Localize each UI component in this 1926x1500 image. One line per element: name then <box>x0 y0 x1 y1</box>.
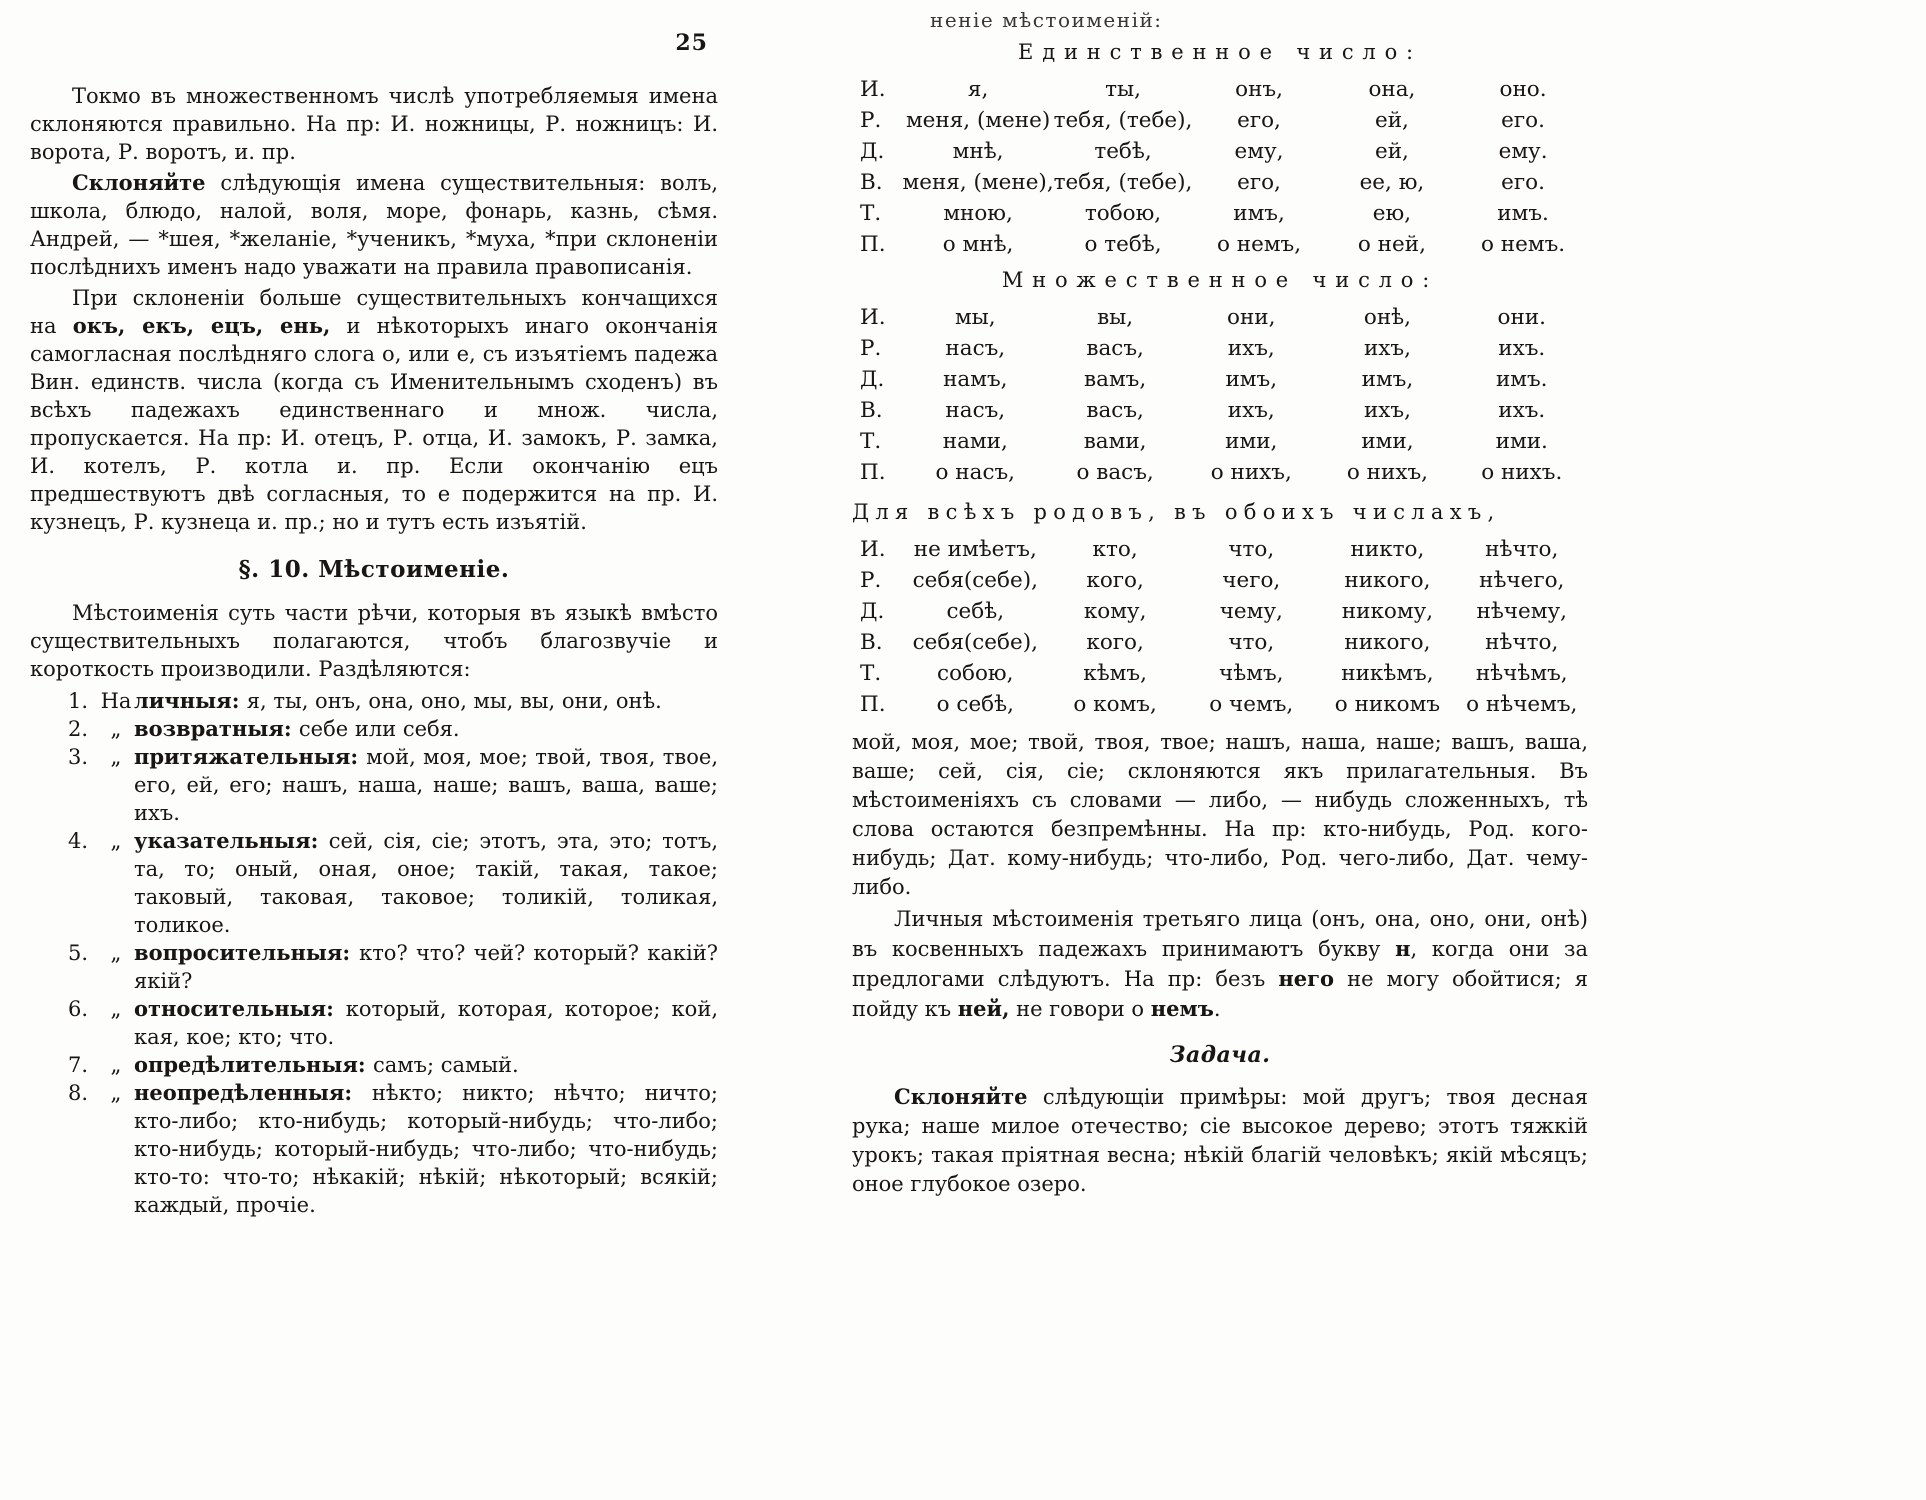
table-cell: тобою, <box>1084 201 1162 226</box>
table-cell: ихъ, <box>1363 398 1411 423</box>
list-term: возвратныя: <box>134 716 299 741</box>
list-number: 4. <box>67 829 88 853</box>
text-run: . <box>1213 997 1221 1021</box>
list-term: притяжательныя: <box>134 744 367 769</box>
list-item <box>30 743 718 827</box>
text-run: немъ <box>1150 996 1214 1021</box>
case-label: И. <box>860 305 886 330</box>
table-cell: насъ, <box>945 398 1006 423</box>
table-cell: мнѣ, <box>952 139 1004 164</box>
ditto-mark: „ <box>110 1081 122 1105</box>
table-cell: о нихъ. <box>1481 460 1563 485</box>
table-cell: намъ, <box>943 367 1008 392</box>
table-cell: нѣчто, <box>1485 630 1559 655</box>
ditto-mark: „ <box>110 829 122 853</box>
table-cell: о никомъ <box>1334 692 1441 717</box>
left-page <box>30 24 718 1219</box>
text-run: , когда они за предлогами слѣдуютъ. На пр: безъ <box>852 937 1588 991</box>
page-number: 25 <box>675 30 708 56</box>
table-row <box>852 627 1588 658</box>
case-label: В. <box>860 630 883 655</box>
table-cell: его, <box>1237 170 1281 195</box>
table-cell: нѣчего, <box>1479 568 1565 593</box>
text-run: окъ, екъ, ецъ, ень, <box>72 313 331 338</box>
paragraph-third-person-note <box>852 905 1588 1024</box>
paragraph-possessive-note <box>852 728 1588 902</box>
table-cell: о тебѣ, <box>1084 232 1162 257</box>
list-item <box>30 939 718 995</box>
table-cell: ихъ. <box>1498 398 1546 423</box>
table-row <box>852 395 1588 426</box>
table-cell: чѣмъ, <box>1219 661 1284 686</box>
table-cell: кого, <box>1086 630 1144 655</box>
table-cell: онъ, <box>1235 77 1283 102</box>
table-cell: нами, <box>942 429 1008 454</box>
case-label: Р. <box>860 568 882 593</box>
table-row <box>852 426 1588 457</box>
table-row <box>852 105 1588 136</box>
table-cell: о насъ, <box>935 460 1016 485</box>
ditto-mark: На <box>100 689 132 713</box>
list-text: притяжательныя: мой, моя, мое; твой, твоя, твое, его, ей, его; нашъ, наша, наше; вашъ, ваша, ваше; ихъ. <box>134 744 718 825</box>
table-row <box>852 565 1588 596</box>
table-cell: нѣчѣмъ, <box>1475 661 1568 686</box>
all-genders-table-title: Для всѣхъ родовъ, въ обоихъ числахъ, <box>852 500 1501 524</box>
table-cell: насъ, <box>945 336 1006 361</box>
text-run: Токмо въ множественномъ числѣ употребляемыя имена склоняются правильно. На пр: И. ножницы, Р. ножницъ: И. ворота, Р. воротъ, и. пр. <box>30 84 718 164</box>
table-cell: его. <box>1501 108 1545 133</box>
list-number: 1. <box>67 689 88 713</box>
table-cell: вами, <box>1083 429 1147 454</box>
plural-declension-table <box>852 302 1588 488</box>
text-run: не могу обойтися; я пойду къ <box>852 967 1588 1021</box>
case-label: Д. <box>860 139 885 164</box>
ditto-mark: „ <box>110 1053 122 1077</box>
ditto-mark: „ <box>110 717 122 741</box>
table-cell: нѣчему, <box>1476 599 1567 624</box>
list-text: неопредѣленныя: нѣкто; никто; нѣчто; ничто; кто-либо; кто-нибудь; который-нибудь; что-либо; кто-нибудь; который-нибудь; что-либо; что-нибудь; кто-то: что-то; нѣкакій; нѣкій; нѣкоторый; всякій; каждый, прочіе. <box>134 1080 718 1217</box>
list-text: возвратныя: себе или себя. <box>134 716 460 741</box>
table-cell: о ней, <box>1357 232 1426 257</box>
table-cell: имъ, <box>1233 201 1285 226</box>
table-cell: оно. <box>1499 77 1547 102</box>
table-cell: имъ, <box>1225 367 1278 392</box>
table-cell: она, <box>1368 77 1416 102</box>
table-cell: ей, <box>1374 108 1409 133</box>
text-run: не говори о <box>1009 997 1151 1021</box>
table-cell: о немъ. <box>1481 232 1566 257</box>
table-cell: имъ, <box>1361 367 1414 392</box>
table-cell: о чемъ, <box>1209 692 1294 717</box>
table-cell: не имѣетъ, <box>913 537 1037 562</box>
table-row <box>852 74 1588 105</box>
paragraph-task <box>852 1082 1588 1199</box>
list-number: 2. <box>67 717 88 741</box>
table-row <box>852 198 1588 229</box>
table-cell: о немъ, <box>1216 232 1302 257</box>
right-page <box>852 8 1588 1202</box>
text-run: ней, <box>957 996 1010 1021</box>
case-label: П. <box>860 692 886 717</box>
table-cell: ими, <box>1225 429 1278 454</box>
case-label: Р. <box>860 108 882 133</box>
table-cell: кѣмъ, <box>1083 661 1147 686</box>
table-cell: себя(себе), <box>912 568 1038 593</box>
table-cell: ихъ. <box>1498 336 1546 361</box>
table-row <box>852 689 1588 720</box>
table-row <box>852 229 1588 260</box>
list-number: 7. <box>67 1053 88 1077</box>
list-item <box>30 687 718 715</box>
table-cell: имъ. <box>1497 201 1549 226</box>
table-cell: ихъ, <box>1363 336 1411 361</box>
table-cell: имъ. <box>1495 367 1548 392</box>
table-cell: ты, <box>1105 77 1141 102</box>
case-label: Р. <box>860 336 882 361</box>
table-cell: о комъ, <box>1073 692 1157 717</box>
case-label: Т. <box>860 429 882 454</box>
table-row <box>852 136 1588 167</box>
table-cell: я, <box>967 77 989 102</box>
paragraph-pronoun-intro <box>30 599 718 683</box>
list-term: указательныя: <box>134 828 329 853</box>
table-cell: никѣмъ, <box>1341 661 1434 686</box>
table-row <box>852 167 1588 198</box>
table-cell: вы, <box>1097 305 1134 330</box>
table-cell: онѣ, <box>1363 305 1411 330</box>
table-cell: васъ, <box>1086 398 1144 423</box>
case-label: И. <box>860 537 886 562</box>
case-label: И. <box>860 77 886 102</box>
text-run: слѣдующія имена существительныя: волъ, школа, блюдо, налой, воля, море, фонарь, казнь, сѣмя. Андрей, — *шея, *желаніе, *ученикъ, *муха, *при склоненіи послѣднихъ именъ надо уважати на правила правописанія. <box>30 171 718 279</box>
list-text: указательныя: сей, сія, сіе; этотъ, эта, это; тотъ, та, то; оный, оная, оное; такій, такая, такое; таковый, таковая, таковое; толикій, толикая, толикое. <box>134 828 719 937</box>
table-cell: васъ, <box>1086 336 1144 361</box>
table-cell: они, <box>1227 305 1276 330</box>
table-cell: никто, <box>1350 537 1425 562</box>
text-run: и нѣкоторыхъ инаго окончанія самогласная послѣдняго слога о, или е, съ изъятіемъ падежа Вин. единств. числа (когда съ Именительнымъ сходенъ) въ всѣхъ падежахъ единственнаго и множ. числа, пропускается. На пр: И. отецъ, Р. отца, И. замокъ, Р. замка, И. котелъ, Р. котла и. пр. Если окончанію ецъ предшествуютъ двѣ согласныя, то е подержится на пр. И. кузнецъ, Р. кузнеца и. пр.; но и тутъ есть изъятій. <box>30 314 718 534</box>
case-label: Д. <box>860 599 885 624</box>
singular-declension-table <box>852 74 1588 260</box>
paragraph-plural-declension <box>30 82 718 166</box>
list-term: неопредѣленныя: <box>134 1080 372 1105</box>
table-cell: о себѣ, <box>936 692 1014 717</box>
table-cell: меня, (мене), <box>902 170 1054 195</box>
list-term: опредѣлительныя: <box>134 1052 373 1077</box>
table-cell: кто, <box>1092 537 1138 562</box>
table-row <box>852 658 1588 689</box>
list-item <box>30 827 718 939</box>
table-row <box>852 534 1588 565</box>
table-cell: о мнѣ, <box>942 232 1014 257</box>
table-cell: мы, <box>954 305 996 330</box>
singular-table-title: Единственное число: <box>1018 40 1422 64</box>
list-term: личныя: <box>134 688 247 713</box>
table-cell: о нихъ, <box>1210 460 1292 485</box>
table-row <box>852 457 1588 488</box>
table-cell: ей, <box>1374 139 1409 164</box>
text-run: Мѣстоименія суть части рѣчи, которыя въ языкѣ вмѣсто существительныхъ полагаются, чтобъ благозвучіе и короткость производили. Раздѣляются: <box>30 601 718 681</box>
text-run: слѣдующіи примѣры: мой другъ; твоя десная рука; наше милое отечество; сіе высокое дерево; этотъ тяжкій урокъ; такая пріятная весна; нѣкій благій человѣкъ; якій мѣсяцъ; оное глубокое озеро. <box>852 1085 1588 1196</box>
list-number: 5. <box>67 941 88 965</box>
list-term: вопросительныя: <box>134 940 360 965</box>
ditto-mark: „ <box>110 941 122 965</box>
text-run: мой, моя, мое; твой, твоя, твое; нашъ, наша, наше; вашъ, ваша, ваше; сей, сія, сіе; склоняются якъ прилагательныя. Въ мѣстоименіяхъ съ словами — либо, — нибудь сложенныхъ, тѣ слова остаются безпремѣнны. На пр: кто-нибудь, Род. кого-нибудь; Дат. кому-нибудь; что-либо, Род. чего-либо, Дат. чему-либо. <box>852 730 1588 899</box>
paragraph-exercise-nouns <box>30 169 718 281</box>
table-cell: чего, <box>1222 568 1281 593</box>
case-label: Т. <box>860 201 882 226</box>
table-cell: тебя, (тебе), <box>1053 170 1193 195</box>
text-run: Склоняйте <box>894 1084 1028 1109</box>
table-cell: себѣ, <box>946 599 1005 624</box>
table-cell: никого, <box>1344 568 1431 593</box>
case-label: В. <box>860 170 883 195</box>
case-label: П. <box>860 232 886 257</box>
list-item <box>30 1079 718 1219</box>
list-text: вопросительныя: кто? что? чей? который? какій? якій? <box>134 940 718 993</box>
table-cell: собою, <box>937 661 1014 686</box>
list-number: 8. <box>67 1081 88 1105</box>
table-cell: кого, <box>1086 568 1144 593</box>
all-genders-declension-table <box>852 534 1588 720</box>
table-cell: что, <box>1228 537 1275 562</box>
list-item <box>30 715 718 743</box>
list-text: личныя: я, ты, онъ, она, оно, мы, вы, они, онѣ. <box>134 688 662 713</box>
list-number: 6. <box>67 997 88 1021</box>
table-cell: ее, ю, <box>1359 170 1425 195</box>
left-page-content <box>30 24 718 1219</box>
list-text: опредѣлительныя: самъ; самый. <box>134 1052 519 1077</box>
pronoun-type-list <box>30 687 718 1219</box>
table-cell: ими, <box>1361 429 1414 454</box>
table-cell: нѣчто, <box>1485 537 1559 562</box>
table-cell: ими. <box>1495 429 1548 454</box>
table-cell: о васъ, <box>1076 460 1154 485</box>
table-row <box>852 364 1588 395</box>
table-cell: никого, <box>1344 630 1431 655</box>
table-row <box>852 333 1588 364</box>
ditto-mark: „ <box>110 997 122 1021</box>
table-row <box>852 302 1588 333</box>
table-cell: ихъ, <box>1227 398 1275 423</box>
task-heading: Задача. <box>1169 1042 1271 1068</box>
list-term: относительныя: <box>134 996 346 1021</box>
paragraph-vowel-omission <box>30 284 718 536</box>
table-cell: ихъ, <box>1227 336 1275 361</box>
running-header-fragment: неніе мѣстоименій: <box>930 8 1163 32</box>
text-run: Личныя мѣстоименія третьяго лица (онъ, она, оно, они, онѣ) въ косвенныхъ падежахъ принимаютъ букву <box>852 907 1588 961</box>
table-cell: ею, <box>1372 201 1412 226</box>
text-run: него <box>1278 966 1334 991</box>
table-cell: никому, <box>1341 599 1434 624</box>
table-cell: ему, <box>1234 139 1284 164</box>
table-cell: о нихъ, <box>1346 460 1428 485</box>
case-label: В. <box>860 398 883 423</box>
ditto-mark: „ <box>110 745 122 769</box>
case-label: П. <box>860 460 886 485</box>
table-cell: мною, <box>943 201 1013 226</box>
table-cell: о нѣчемъ, <box>1466 692 1578 717</box>
table-cell: себя(себе), <box>912 630 1038 655</box>
table-cell: кому, <box>1083 599 1147 624</box>
table-row <box>852 596 1588 627</box>
table-cell: ему. <box>1498 139 1548 164</box>
case-label: Т. <box>860 661 882 686</box>
list-item <box>30 995 718 1051</box>
table-cell: вамъ, <box>1084 367 1147 392</box>
text-run: При склоненіи больше существительныхъ кончащихся на <box>30 286 718 338</box>
table-cell: что, <box>1228 630 1275 655</box>
plural-table-title: Множественное число: <box>1001 268 1439 292</box>
section-heading: §. 10. Мѣстоименіе. <box>238 556 510 583</box>
list-number: 3. <box>67 745 88 769</box>
list-text: относительныя: который, которая, которое; кой, кая, кое; кто; что. <box>134 996 718 1049</box>
table-cell: чему, <box>1219 599 1283 624</box>
text-run: н <box>1395 936 1411 961</box>
text-run: Склоняйте <box>72 170 206 195</box>
table-cell: меня, (мене) <box>905 108 1051 133</box>
case-label: Д. <box>860 367 885 392</box>
table-cell: его, <box>1237 108 1281 133</box>
table-cell: тебѣ, <box>1094 139 1152 164</box>
table-cell: тебя, (тебе), <box>1053 108 1193 133</box>
list-item <box>30 1051 718 1079</box>
table-cell: его. <box>1501 170 1545 195</box>
table-cell: они. <box>1497 305 1546 330</box>
